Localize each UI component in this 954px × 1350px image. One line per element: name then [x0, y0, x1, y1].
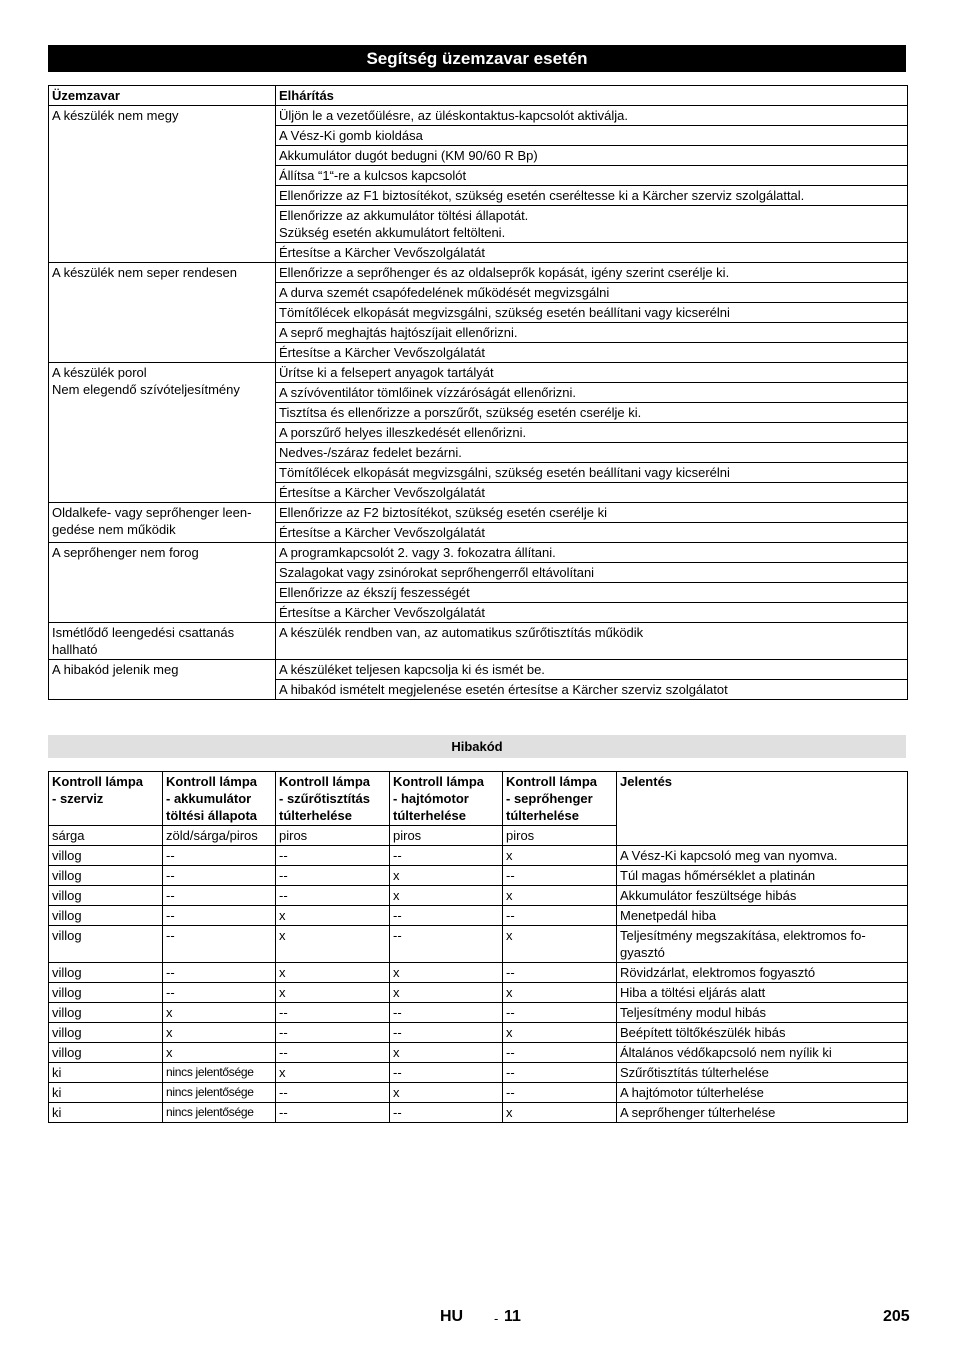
lamp-state-cell: ki — [49, 1103, 163, 1123]
lamp-state-cell: -- — [390, 1063, 503, 1083]
lamp-state-cell: -- — [503, 1003, 617, 1023]
table-row — [49, 1083, 908, 1103]
lamp-state-cell: -- — [163, 926, 276, 963]
footer-page-global: 205 — [883, 1308, 910, 1325]
remedy-cell: Tömítőlécek elkopását megvizsgálni, szükség esetén beállítani vagy kicserélni — [276, 303, 908, 323]
lamp-state-cell: x — [390, 963, 503, 983]
remedy-cell: A készülék rendben van, az automatikus szűrőtisztítás működik — [276, 623, 908, 660]
fault-cell: A seprőhenger nem forog — [49, 543, 276, 623]
lamp-state-cell: villog — [49, 963, 163, 983]
lamp-state-cell: -- — [163, 983, 276, 1003]
lamp-state-cell: -- — [276, 1103, 390, 1123]
fault-cell: Ismétlődő leengedési csattanás hallható — [49, 623, 276, 660]
remedy-cell: A hibakód ismételt megjelenése esetén értesítse a Kärcher szerviz szolgálatot — [276, 680, 908, 700]
remedy-cell: Tömítőlécek elkopását megvizsgálni, szükség esetén beállítani vagy kicserélni — [276, 463, 908, 483]
lamp-color-cell: piros — [276, 826, 390, 846]
lamp-state-cell: x — [503, 926, 617, 963]
column-header: Kontroll lámpa - szerviz — [49, 772, 163, 826]
column-header: Kontroll lámpa - akkumulátor töltési állapota — [163, 772, 276, 826]
remedy-cell: A Vész-Ki gomb kioldása — [276, 126, 908, 146]
meaning-cell: Teljesítmény megszakítása, elektromos fo- gyasztó — [617, 926, 908, 963]
fault-cell: A hibakód jelenik meg — [49, 660, 276, 700]
lamp-state-cell: x — [390, 886, 503, 906]
column-header: Jelentés — [617, 772, 908, 846]
lamp-state-cell: -- — [276, 1083, 390, 1103]
table-row — [49, 660, 908, 680]
lamp-state-cell: -- — [503, 1063, 617, 1083]
lamp-state-cell: x — [276, 1063, 390, 1083]
lamp-state-cell: x — [163, 1023, 276, 1043]
remedy-cell: A durva szemét csapófedelének működését megvizsgálni — [276, 283, 908, 303]
table-row — [49, 1003, 908, 1023]
lamp-state-cell: x — [390, 1043, 503, 1063]
lamp-state-cell: villog — [49, 983, 163, 1003]
meaning-cell: A Vész-Ki kapcsoló meg van nyomva. — [617, 846, 908, 866]
lamp-state-cell: villog — [49, 846, 163, 866]
troubleshooting-table — [48, 85, 908, 700]
lamp-state-cell: x — [276, 963, 390, 983]
lamp-state-cell: x — [390, 866, 503, 886]
lamp-state-cell: villog — [49, 1043, 163, 1063]
lamp-color-cell: zöld/sárga/piros — [163, 826, 276, 846]
remedy-cell: Értesítse a Kärcher Vevőszolgálatát — [276, 603, 908, 623]
table-row — [49, 623, 908, 660]
remedy-cell: Tisztítsa és ellenőrizze a porszűrőt, szükség esetén cserélje ki. — [276, 403, 908, 423]
lamp-state-cell: -- — [503, 1043, 617, 1063]
lamp-state-cell: -- — [276, 1023, 390, 1043]
fault-cell: A készülék nem megy — [49, 106, 276, 263]
fault-cell: A készülék porol Nem elegendő szívóteljesítmény — [49, 363, 276, 503]
lamp-state-cell: -- — [163, 906, 276, 926]
table-row — [49, 363, 908, 383]
lamp-state-cell: -- — [390, 926, 503, 963]
table-header-row — [49, 86, 908, 106]
lamp-state-cell: nincs jelentősége — [163, 1083, 276, 1103]
remedy-cell: Ellenőrizze az ékszíj feszességét — [276, 583, 908, 603]
remedy-cell: A szívóventilátor tömlőinek vízzáróságát ellenőrizni. — [276, 383, 908, 403]
error-code-table — [48, 771, 908, 1123]
fault-cell: A készülék nem seper rendesen — [49, 263, 276, 363]
lamp-state-cell: nincs jelentősége — [163, 1063, 276, 1083]
lamp-state-cell: villog — [49, 886, 163, 906]
footer-page-local: 11 — [504, 1308, 521, 1325]
meaning-cell: Teljesítmény modul hibás — [617, 1003, 908, 1023]
lamp-state-cell: -- — [276, 1003, 390, 1023]
lamp-state-cell: villog — [49, 1023, 163, 1043]
table-row — [49, 906, 908, 926]
lamp-state-cell: nincs jelentősége — [163, 1103, 276, 1123]
lamp-state-cell: ki — [49, 1063, 163, 1083]
lamp-state-cell: -- — [390, 1003, 503, 1023]
lamp-state-cell: x — [390, 983, 503, 1003]
meaning-cell: Rövidzárlat, elektromos fogyasztó — [617, 963, 908, 983]
meaning-cell: A seprőhenger túlterhelése — [617, 1103, 908, 1123]
table-row — [49, 866, 908, 886]
lamp-state-cell: -- — [390, 906, 503, 926]
lamp-state-cell: -- — [503, 963, 617, 983]
lamp-state-cell: villog — [49, 926, 163, 963]
lamp-state-cell: x — [503, 1103, 617, 1123]
lamp-color-cell: piros — [390, 826, 503, 846]
lamp-state-cell: -- — [163, 963, 276, 983]
table-row — [49, 1023, 908, 1043]
lamp-state-cell: -- — [503, 1083, 617, 1103]
lamp-state-cell: villog — [49, 1003, 163, 1023]
lamp-state-cell: -- — [163, 866, 276, 886]
lamp-color-cell: sárga — [49, 826, 163, 846]
lamp-state-cell: villog — [49, 906, 163, 926]
lamp-state-cell: x — [276, 926, 390, 963]
lamp-state-cell: x — [503, 1023, 617, 1043]
lamp-state-cell: x — [390, 1083, 503, 1103]
table-row — [49, 1043, 908, 1063]
table-row — [49, 926, 908, 963]
footer-dash: - — [494, 1311, 499, 1326]
table-row — [49, 263, 908, 283]
lamp-state-cell: villog — [49, 866, 163, 886]
remedy-cell: Szalagokat vagy zsinórokat seprőhengerről eltávolítani — [276, 563, 908, 583]
table-row — [49, 503, 908, 523]
lamp-state-cell: -- — [503, 866, 617, 886]
lamp-state-cell: x — [276, 983, 390, 1003]
lamp-color-cell: piros — [503, 826, 617, 846]
remedy-cell: Értesítse a Kärcher Vevőszolgálatát — [276, 243, 908, 263]
lamp-state-cell: -- — [390, 1103, 503, 1123]
remedy-cell: A készüléket teljesen kapcsolja ki és ismét be. — [276, 660, 908, 680]
remedy-cell: A programkapcsolót 2. vagy 3. fokozatra állítani. — [276, 543, 908, 563]
table-row — [49, 963, 908, 983]
table-row — [49, 886, 908, 906]
table-row — [49, 543, 908, 563]
lamp-state-cell: -- — [276, 846, 390, 866]
column-header: Kontroll lámpa - szűrőtisztítás túlterhelése — [276, 772, 390, 826]
meaning-cell: Beépített töltőkészülék hibás — [617, 1023, 908, 1043]
remedy-cell: A porszűrő helyes illeszkedését ellenőrizni. — [276, 423, 908, 443]
remedy-cell: Ellenőrizze az akkumulátor töltési állapotát. Szükség esetén akkumulátort feltölteni. — [276, 206, 908, 243]
column-header: Elhárítás — [276, 86, 908, 106]
remedy-cell: Nedves-/száraz fedelet bezárni. — [276, 443, 908, 463]
remedy-cell: Értesítse a Kärcher Vevőszolgálatát — [276, 523, 908, 543]
remedy-cell: Ürítse ki a felsepert anyagok tartályát — [276, 363, 908, 383]
remedy-cell: Üljön le a vezetőülésre, az üléskontaktus-kapcsolót aktiválja. — [276, 106, 908, 126]
fault-cell: Oldalkefe- vagy seprőhenger leen- gedése nem működik — [49, 503, 276, 543]
footer-language: HU — [440, 1308, 464, 1325]
remedy-cell: A seprő meghajtás hajtószíjait ellenőrizni. — [276, 323, 908, 343]
meaning-cell: A hajtómotor túlterhelése — [617, 1083, 908, 1103]
lamp-state-cell: x — [503, 846, 617, 866]
section-title-error-codes: Hibakód — [48, 735, 906, 758]
lamp-state-cell: x — [163, 1003, 276, 1023]
lamp-state-cell: x — [503, 983, 617, 1003]
table-row — [49, 106, 908, 126]
meaning-cell: Hiba a töltési eljárás alatt — [617, 983, 908, 1003]
column-header: Kontroll lámpa - hajtómotor túlterhelése — [390, 772, 503, 826]
lamp-state-cell: -- — [163, 846, 276, 866]
lamp-state-cell: -- — [503, 906, 617, 926]
meaning-cell: Menetpedál hiba — [617, 906, 908, 926]
remedy-cell: Értesítse a Kärcher Vevőszolgálatát — [276, 343, 908, 363]
remedy-cell: Ellenőrizze a seprőhenger és az oldalseprők kopását, igény szerint cserélje ki. — [276, 263, 908, 283]
remedy-cell: Ellenőrizze az F2 biztosítékot, szükség esetén cserélje ki — [276, 503, 908, 523]
lamp-state-cell: -- — [390, 846, 503, 866]
meaning-cell: Akkumulátor feszültsége hibás — [617, 886, 908, 906]
remedy-cell: Értesítse a Kärcher Vevőszolgálatát — [276, 483, 908, 503]
table-row — [49, 1103, 908, 1123]
meaning-cell: Túl magas hőmérséklet a platinán — [617, 866, 908, 886]
lamp-state-cell: x — [163, 1043, 276, 1063]
lamp-state-cell: -- — [276, 866, 390, 886]
lamp-state-cell: x — [276, 906, 390, 926]
remedy-cell: Állítsa “1“-re a kulcsos kapcsolót — [276, 166, 908, 186]
table-header-row — [49, 772, 908, 826]
table-row — [49, 846, 908, 866]
page-title: Segítség üzemzavar esetén — [48, 45, 906, 72]
table-row — [49, 1063, 908, 1083]
column-header: Kontroll lámpa - seprőhenger túlterhelése — [503, 772, 617, 826]
lamp-state-cell: -- — [163, 886, 276, 906]
lamp-state-cell: -- — [390, 1023, 503, 1043]
table-row — [49, 983, 908, 1003]
meaning-cell: Szűrőtisztítás túlterhelése — [617, 1063, 908, 1083]
remedy-cell: Ellenőrizze az F1 biztosítékot, szükség esetén cseréltesse ki a Kärcher szerviz szolgálattal. — [276, 186, 908, 206]
column-header: Üzemzavar — [49, 86, 276, 106]
lamp-state-cell: -- — [276, 886, 390, 906]
remedy-cell: Akkumulátor dugót bedugni (KM 90/60 R Bp) — [276, 146, 908, 166]
lamp-state-cell: x — [503, 886, 617, 906]
lamp-state-cell: ki — [49, 1083, 163, 1103]
meaning-cell: Általános védőkapcsoló nem nyílik ki — [617, 1043, 908, 1063]
lamp-state-cell: -- — [276, 1043, 390, 1063]
